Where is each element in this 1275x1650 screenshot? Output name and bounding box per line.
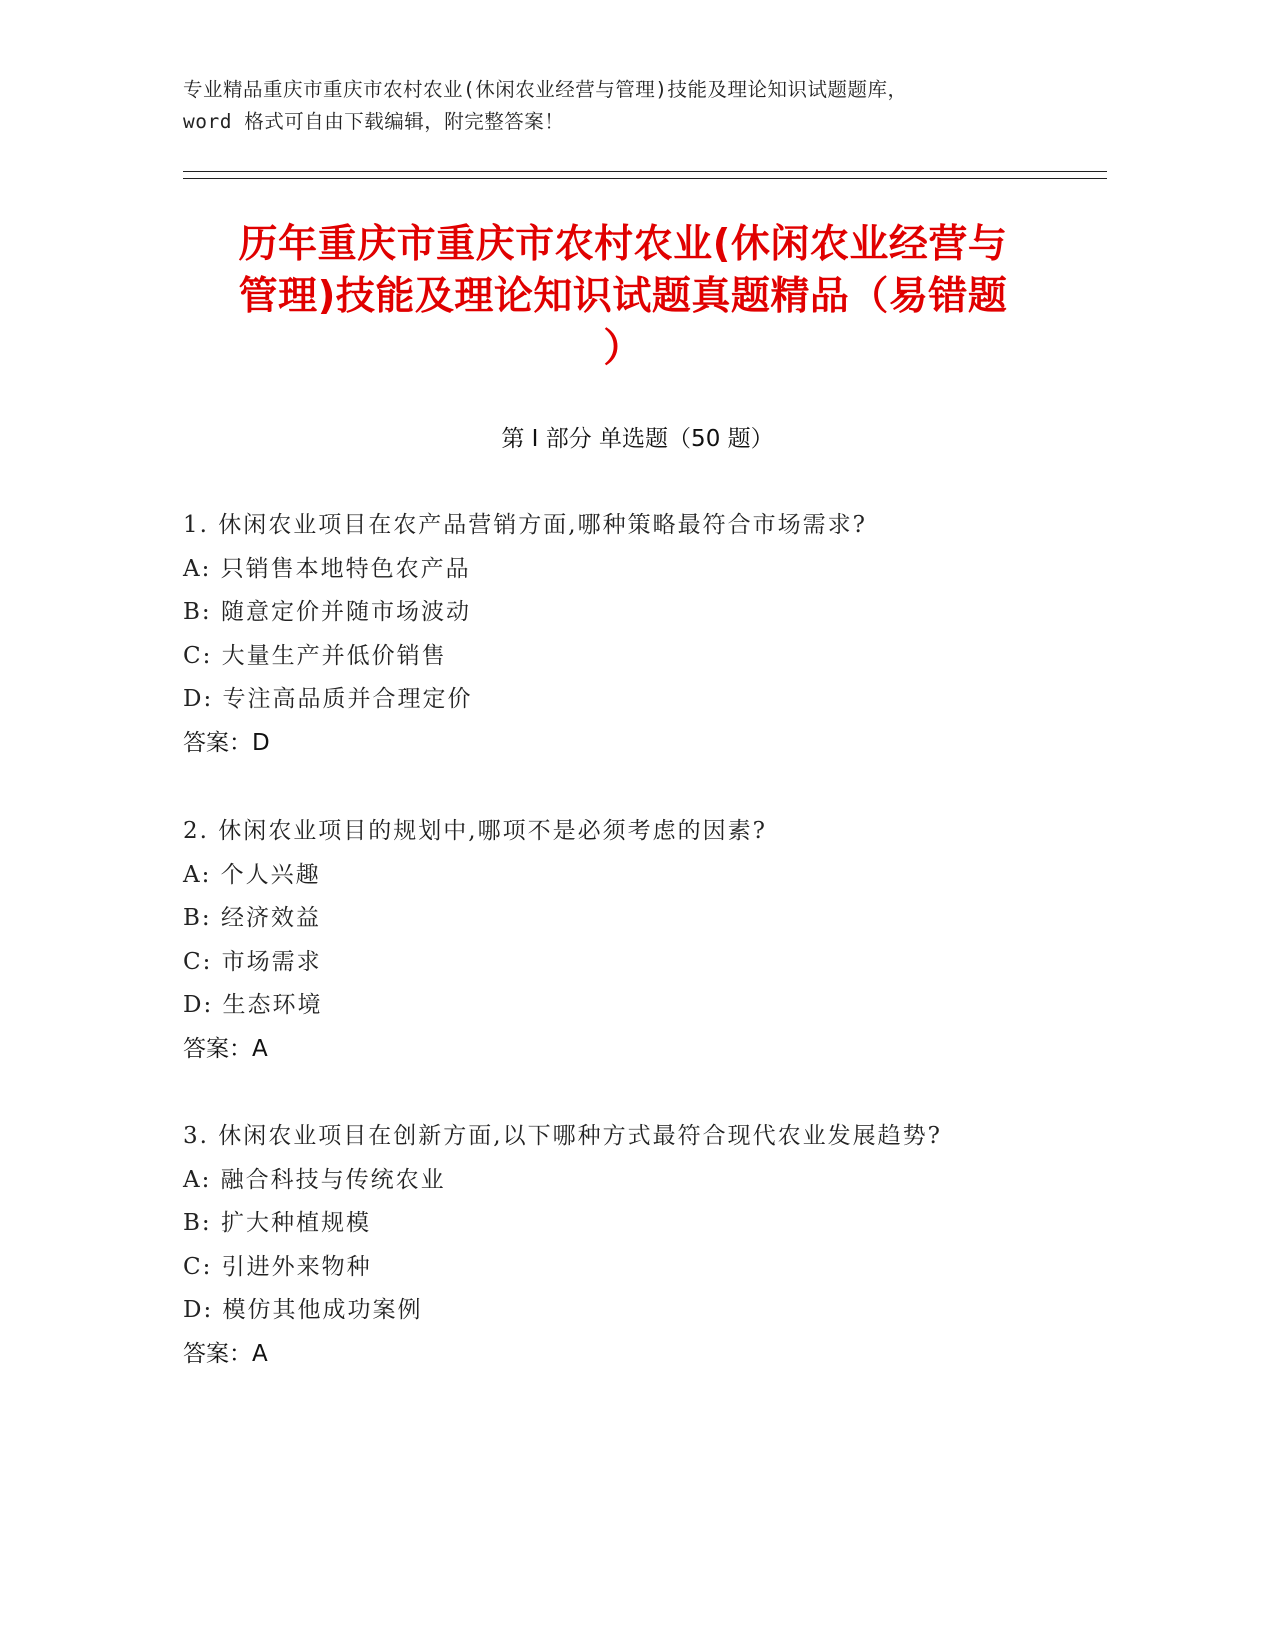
option-a: A: 只销售本地特色农产品	[183, 555, 471, 582]
section-heading: 第 I 部分 单选题（50 题）	[501, 426, 774, 452]
option-d: D: 生态环境	[183, 992, 323, 1018]
answer-label: 答案：D	[183, 729, 270, 756]
header-note	[183, 74, 1103, 138]
answer-label: 答案：A	[183, 1340, 268, 1367]
option-c: C: 引进外来物种	[183, 1253, 372, 1280]
question-stem: 1. 休闲农业项目在农产品营销方面,哪种策略最符合市场需求?	[183, 512, 867, 538]
option-b: B: 扩大种植规模	[183, 1210, 371, 1236]
header-divider-top	[183, 171, 1107, 172]
question-stem: 3. 休闲农业项目在创新方面,以下哪种方式最符合现代农业发展趋势?	[183, 1123, 942, 1149]
option-a: A: 个人兴趣	[183, 861, 321, 888]
document-title-line-2: 管理)技能及理论知识试题真题精品（易错题	[238, 274, 1008, 319]
header-note-line-1: 专业精品重庆市重庆市农村农业(休闲农业经营与管理)技能及理论知识试题题库，	[183, 78, 908, 101]
option-d: D: 专注高品质并合理定价	[183, 686, 473, 712]
option-c: C: 市场需求	[183, 948, 322, 975]
document-title-line-1: 历年重庆市重庆市农村农业(休闲农业经营与	[238, 222, 1008, 267]
option-c: C: 大量生产并低价销售	[183, 642, 447, 669]
question-2	[183, 813, 1083, 1074]
header-note-line-2: word 格式可自由下载编辑，附完整答案！	[183, 110, 565, 133]
option-b: B: 随意定价并随市场波动	[183, 599, 471, 625]
question-3	[183, 1118, 1083, 1379]
option-b: B: 经济效益	[183, 905, 321, 931]
header-divider-bottom	[183, 178, 1107, 179]
document-title	[183, 219, 1063, 375]
option-d: D: 模仿其他成功案例	[183, 1297, 423, 1323]
question-1	[183, 507, 1083, 768]
document-title-line-3: ）	[603, 326, 643, 371]
question-stem: 2. 休闲农业项目的规划中,哪项不是必须考虑的因素?	[183, 818, 767, 844]
option-a: A: 融合科技与传统农业	[183, 1166, 446, 1193]
answer-label: 答案：A	[183, 1035, 268, 1062]
